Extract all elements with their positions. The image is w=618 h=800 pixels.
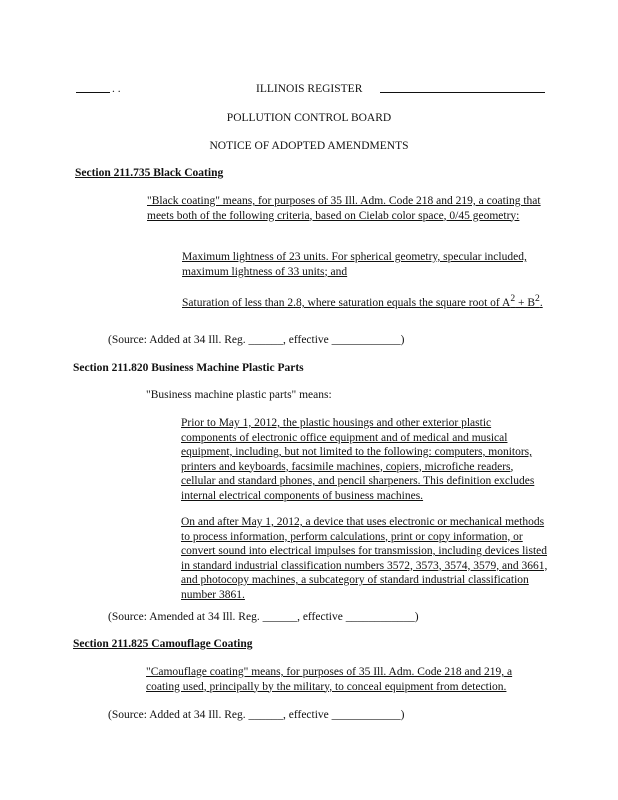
section-825-source: (Source: Added at 34 Ill. Reg. ______, effective ____________)	[108, 709, 405, 721]
criterion-2-text-b: + B	[515, 296, 536, 309]
section-735-criterion-2	[182, 292, 547, 310]
header-dots: . .	[112, 83, 121, 95]
header-blank-line	[76, 92, 110, 93]
criterion-2-text-c: .	[539, 296, 543, 309]
section-820-heading: Section 211.820 Business Machine Plastic Parts	[73, 362, 304, 374]
criterion-2-sup-1: 2	[510, 293, 516, 304]
section-820-paragraph-2: On and after May 1, 2012, a device that uses electronic or mechanical methods to process information, perform calculations, print or copy information, or convert sound into electrical impulses for transmission, including devices listed in standard industrial classification numbers 3572, 3573, 3574, 3579, and 3661, and photocopy machines, a subcategory of standard industrial classification number 3861.	[181, 516, 548, 601]
section-820-intro: "Business machine plastic parts" means:	[146, 389, 332, 401]
section-820-paragraph-1	[181, 416, 549, 503]
section-820-paragraph-1-text: Prior to May 1, 2012, the plastic housings and other exterior plastic components of electronic office equipment and of medical and musical equipment, including, but not limited to the following: computers, monitors, printers and keyboards, facsimile machines, copiers, microfiche readers, cellular and standard phones, and pencil sharpeners. This definition excludes internal electrical components of business machines.	[181, 417, 535, 502]
header-rule	[380, 92, 545, 93]
criterion-2-text-a: Saturation of less than 2.8, where saturation equals the square root of A	[182, 296, 511, 309]
section-825-definition: "Camouflage coating" means, for purposes of 35 Ill. Adm. Code 218 and 219, a coating used, principally by the military, to conceal equipment from detection.	[146, 666, 513, 693]
section-735-source: (Source: Added at 34 Ill. Reg. ______, effective ____________)	[108, 334, 405, 346]
section-735-criterion-1: Maximum lightness of 23 units. For spherical geometry, specular included, maximum lightness of 33 units; and	[182, 251, 527, 278]
section-825-heading: Section 211.825 Camouflage Coating	[73, 638, 253, 650]
criterion-2-sup-2: 2	[535, 293, 540, 304]
register-title: ILLINOIS REGISTER	[256, 83, 363, 95]
section-735-heading: Section 211.735 Black Coating	[75, 167, 224, 179]
section-820-source: (Source: Amended at 34 Ill. Reg. ______, effective ____________)	[108, 611, 419, 623]
notice-title: NOTICE OF ADOPTED AMENDMENTS	[209, 140, 409, 152]
board-title: POLLUTION CONTROL BOARD	[226, 112, 392, 124]
section-735-definition: "Black coating" means, for purposes of 35 Ill. Adm. Code 218 and 219, a coating that meets both of the following criteria, based on Cielab color space, 0/45 geometry:	[147, 195, 541, 222]
